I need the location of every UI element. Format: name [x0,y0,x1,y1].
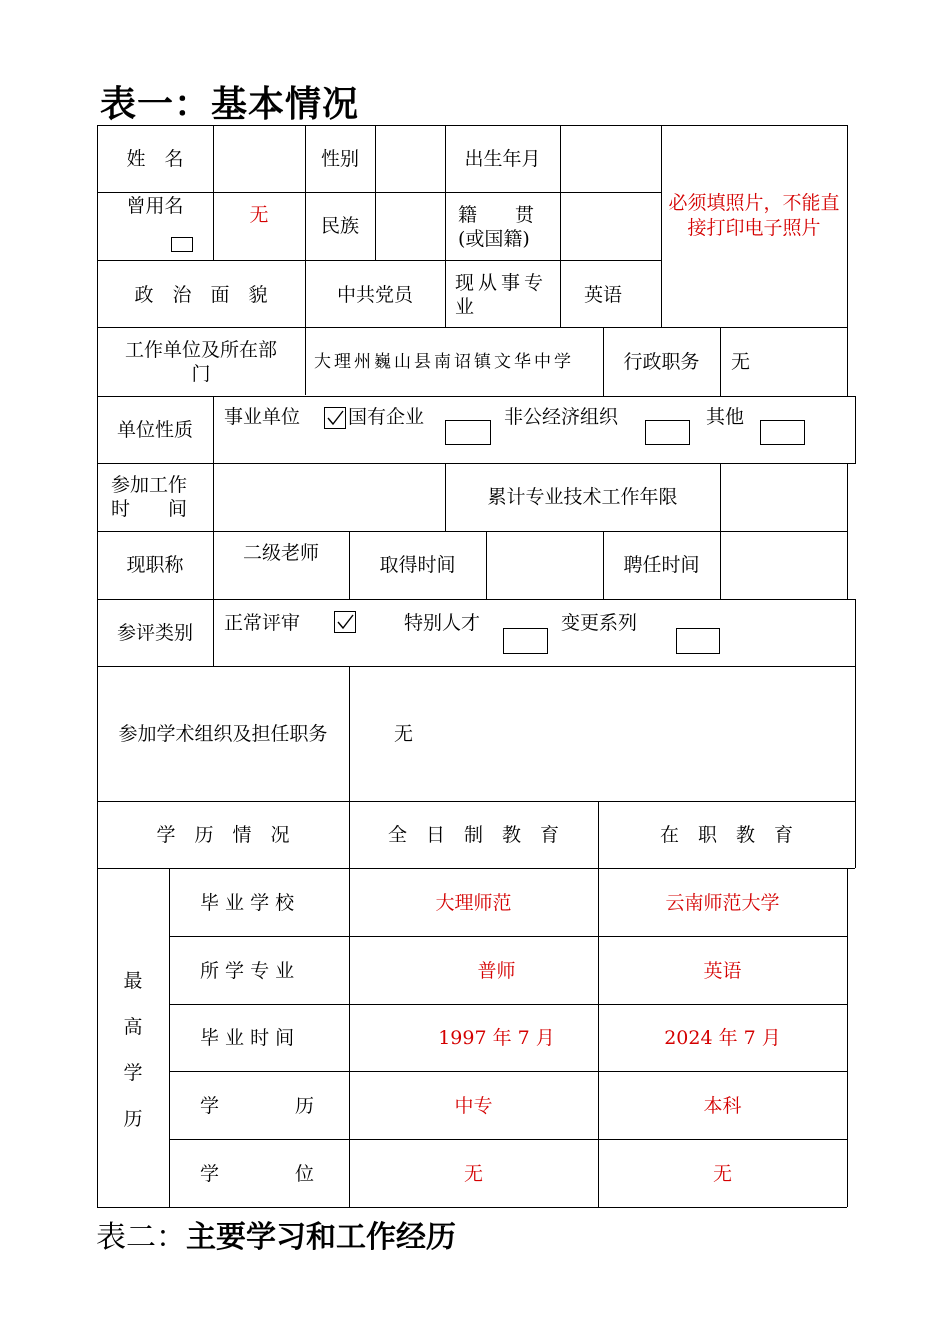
degree-level-label: 学 历 [200,1095,315,1117]
current-profession-field[interactable]: 英语 [583,284,622,306]
academic-org-label: 参加学术组织及担任职务 [118,723,328,745]
birth-date-label: 出生年月 [464,148,541,170]
gender-label: 性别 [320,148,359,170]
parttime-degree-level-field[interactable]: 本科 [703,1095,742,1117]
major-label: 所 学 专 业 [200,960,295,982]
current-title-label: 现职称 [126,554,184,576]
political-status-label: 政 治 面 貌 [134,284,268,306]
academic-org-field[interactable]: 无 [394,723,414,745]
parttime-education-header: 在 职 教 育 [659,824,793,846]
highest-education-side-label: 最 高 学 历 [123,970,143,1130]
review-category-label: 参评类别 [116,622,193,644]
fulltime-graduation-time-field[interactable]: 1997 年 7 月 [438,1027,555,1049]
parttime-graduation-time-field[interactable]: 2024 年 7 月 [664,1027,781,1049]
current-profession-label: 现从事专 业 [455,272,548,318]
unit-type-checkbox-non-public[interactable] [645,420,690,445]
fulltime-degree-level-field[interactable]: 中专 [454,1095,493,1117]
table-two-title: 表二：主要学习和工作经历 [96,1220,456,1255]
name-label: 姓 名 [126,148,184,170]
years-of-service-label: 累计专业技术工作年限 [487,486,678,508]
native-place-label: 籍 贯 (或国籍) [458,204,535,250]
academic-degree-label: 学 位 [200,1163,315,1185]
graduation-school-label: 毕 业 学 校 [200,892,295,914]
work-unit-label: 工作单位及所在部 门 [124,339,277,385]
table-one-title: 表一：基本情况 [100,83,360,125]
parttime-academic-degree-field[interactable]: 无 [712,1163,732,1185]
ethnic-label: 民族 [320,215,359,237]
unit-type-option-state-owned: 国有企业 [348,406,425,428]
former-name-label: 曾用名 [126,195,184,217]
parttime-school-field[interactable]: 云南师范大学 [665,892,780,914]
review-option-change-series: 变更系列 [561,612,638,634]
graduation-time-label: 毕 业 时 间 [200,1027,295,1049]
admin-post-field[interactable]: 无 [731,351,751,373]
checkmark-icon [335,612,355,632]
start-work-time-label: 参加工作 时 间 [111,474,188,520]
hire-time-label: 聘任时间 [623,554,700,576]
unit-type-checkbox-other[interactable] [760,420,805,445]
obtain-time-label: 取得时间 [379,554,456,576]
fulltime-education-header: 全 日 制 教 育 [387,824,559,846]
former-name-field[interactable]: 无 [249,204,269,226]
education-header-label: 学 历 情 况 [156,824,290,846]
political-status-field[interactable]: 中共党员 [336,284,413,306]
review-checkbox-special-talent[interactable] [503,628,548,654]
unit-type-option-other: 其他 [706,406,745,428]
work-unit-field[interactable]: 大理州巍山县南诏镇文华中学 [314,352,574,372]
unit-type-label: 单位性质 [116,419,193,441]
admin-post-label: 行政职务 [623,351,700,373]
unit-type-checkbox-state-owned[interactable] [445,420,491,445]
fulltime-school-field[interactable]: 大理师范 [435,892,512,914]
checkmark-icon [325,408,345,428]
fulltime-major-field[interactable]: 普师 [477,960,516,982]
photo-placeholder-note[interactable]: 必须填照片，不能直接打印电子照片 [668,192,840,239]
review-checkbox-normal[interactable] [334,611,356,633]
review-checkbox-change-series[interactable] [676,628,720,654]
fulltime-academic-degree-field[interactable]: 无 [463,1163,483,1185]
review-option-special-talent: 特别人才 [404,612,481,634]
unit-type-checkbox-public-institution[interactable] [324,407,346,429]
parttime-major-field[interactable]: 英语 [703,960,742,982]
review-option-normal: 正常评审 [224,612,301,634]
unit-type-option-non-public: 非公经济组织 [504,406,619,428]
unit-type-option-public-institution: 事业单位 [224,406,301,428]
current-title-field[interactable]: 二级老师 [242,542,319,564]
former-name-checkbox[interactable] [171,237,193,252]
